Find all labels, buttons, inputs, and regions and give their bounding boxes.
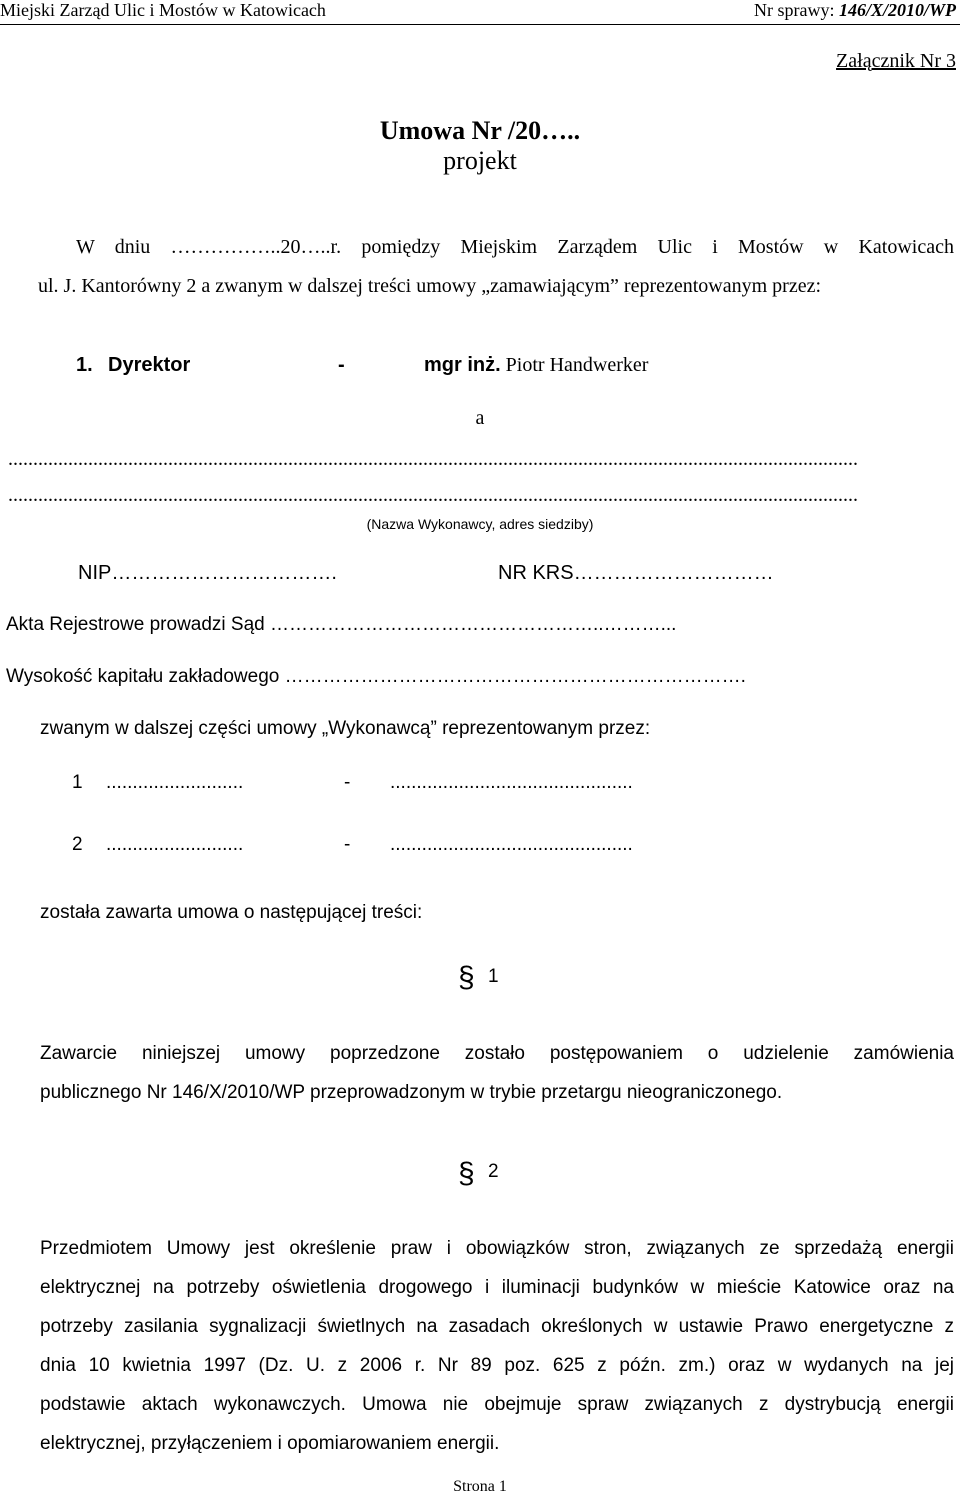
intro-line-2: ul. J. Kantorówny 2 a zwanym w dalszej treści umowy „zamawiającym” reprezentowanym przez: [38,275,822,297]
contractor-rep-1-name: .......................... [106,772,244,793]
contractor-rep-1-number: 1 [72,772,83,793]
section-2-line-3: potrzeby zasilania sygnalizacji świetlnych na zasadach określonych w ustawie Prawo energetyczne z [40,1316,954,1337]
contractor-rep-2-name: .......................... [106,834,244,855]
contractor-dots-line-2: .......................................................................................................................................................................... [8,484,858,506]
contractor-rep-1-dash: - [344,772,351,793]
case-number-label: Nr sprawy: [754,0,839,20]
contractor-rep-2-title: .............................................. [390,834,633,855]
section-2-symbol: § [458,1157,475,1190]
rep-dash: - [338,354,345,376]
contractor-dots-line-1: .......................................................................................................................................................................... [8,448,858,470]
nip-field: NIP……………………………. [78,562,337,584]
intro-line-1: W dniu ……………..20…..r. pomiędzy Miejskim Zarządem Ulic i Mostów w Katowicach [76,236,954,258]
contractor-rep-1-title: .............................................. [390,772,633,793]
page-footer: Strona 1 [453,1478,507,1495]
page-subtitle: projekt [443,146,517,175]
header-office-name: Miejski Zarząd Ulic i Mostów w Katowicach [0,0,326,20]
section-2-number: 2 [488,1161,499,1182]
section-2-line-2: elektrycznej na potrzeby oświetlenia drogowego i iluminacji budynków w mieście Katowice oraz na [40,1277,954,1298]
section-1-number: 1 [488,966,499,987]
header-case-number [754,0,956,21]
share-capital-field: Wysokość kapitału zakładowego ………………………………………………………………. [6,666,746,687]
contractor-called: zwanym w dalszej części umowy „Wykonawcą” reprezentowanym przez: [40,718,651,739]
attachment-label: Załącznik Nr 3 [836,50,956,72]
page-title: Umowa Nr /20….. [379,116,581,145]
rep-role: Dyrektor [108,354,191,376]
section-2-line-5: podstawie aktach wykonawczych. Umowa nie obejmuje spraw związanych z dystrybucją energii [40,1394,954,1415]
case-number-value: 146/X/2010/WP [838,0,956,20]
header-rule [0,24,960,25]
rep-name: Piotr Handwerker [505,354,649,376]
section-2-line-4: dnia 10 kwietnia 1997 (Dz. U. z 2006 r. Nr 89 poz. 625 z późn. zm.) oraz w wydanych na jej [40,1355,954,1376]
rep-number: 1. [76,354,93,376]
krs-field: NR KRS………………………… [498,562,774,584]
rep-title [424,354,648,377]
section-1-line-2: publicznego Nr 146/X/2010/WP przeprowadzonym w trybie przetargu nieograniczonego. [40,1082,783,1103]
contract-concluded: została zawarta umowa o następującej treści: [40,902,423,923]
court-register-field: Akta Rejestrowe prowadzi Sąd ……………………………………………..………... [6,614,677,635]
section-2-line-1: Przedmiotem Umowy jest określenie praw i obowiązków stron, związanych ze sprzedażą energii [40,1238,954,1259]
contractor-rep-2-number: 2 [72,834,83,855]
section-2-line-6: elektrycznej, przyłączeniem i opomiarowaniem energii. [40,1433,500,1454]
rep-title-prefix: mgr inż. [424,354,501,376]
conjunction-and: a [475,407,485,429]
section-1-symbol: § [458,961,475,994]
contractor-caption: (Nazwa Wykonawcy, adres siedziby) [366,516,594,532]
contractor-rep-2-dash: - [344,834,351,855]
section-1-line-1: Zawarcie niniejszej umowy poprzedzone zostało postępowaniem o udzielenie zamówienia [40,1043,954,1064]
